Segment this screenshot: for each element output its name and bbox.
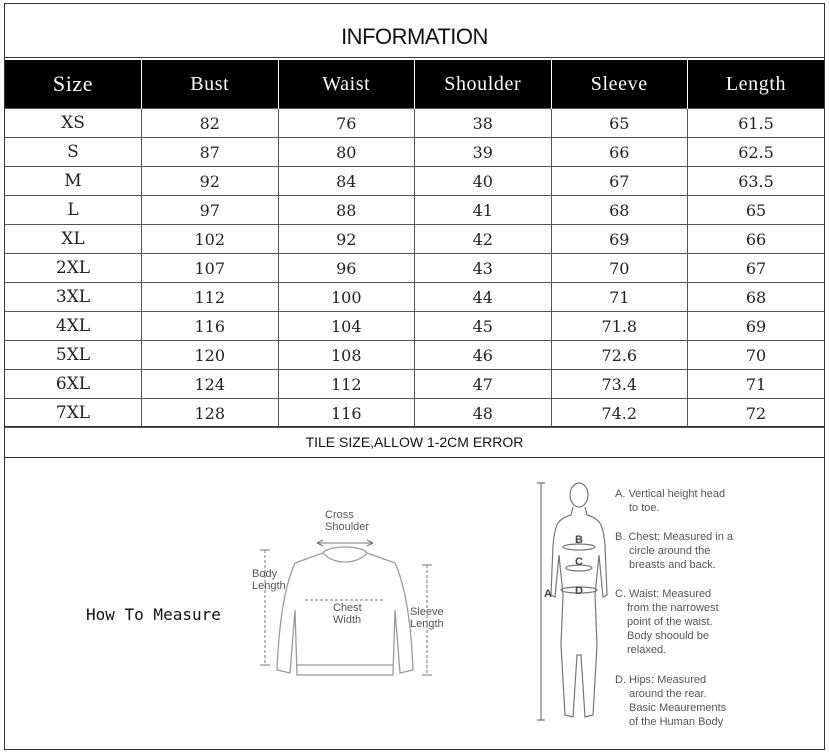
note-d-4: of the Human Body [629, 716, 724, 728]
table-row [5, 254, 824, 283]
table-cell: 65 [688, 196, 825, 225]
note-b-3: breasts and back. [629, 559, 716, 571]
table-cell: 48 [415, 399, 552, 428]
table-cell: 70 [551, 254, 688, 283]
note-d-1: D. Hips: Measured [615, 674, 707, 686]
table-cell: 63.5 [688, 167, 825, 196]
note-b-2: circle around the [629, 545, 711, 557]
table-cell: 44 [415, 283, 552, 312]
note-c-3: point of the waist. [627, 616, 713, 628]
table-row [5, 225, 824, 254]
table-cell: 116 [142, 312, 279, 341]
header-sleeve: Sleeve [551, 60, 688, 109]
table-header-row [5, 60, 824, 109]
garment-diagram [245, 505, 445, 685]
table-cell: L [5, 196, 142, 225]
table-cell: 112 [278, 370, 415, 399]
head-shape [570, 483, 588, 507]
sleeve-label-2: Length [410, 618, 444, 630]
note-a-1: A. Vertical height head [615, 488, 726, 500]
note-c-5: relaxed. [627, 644, 667, 656]
table-cell: 72.6 [551, 341, 688, 370]
sweater-collar [323, 553, 367, 562]
table-cell: 72 [688, 399, 825, 428]
note-b-1: B. Chest: Measured in a [615, 531, 734, 543]
body-diagram [535, 475, 745, 740]
table-cell: 38 [415, 109, 552, 138]
table-cell: 97 [142, 196, 279, 225]
table-cell: 124 [142, 370, 279, 399]
letter-a: A [544, 588, 552, 600]
table-cell: 100 [278, 283, 415, 312]
table-cell: 112 [142, 283, 279, 312]
note-d-2: around the rear. [629, 688, 707, 700]
letter-d: D [575, 585, 583, 597]
table-cell: 40 [415, 167, 552, 196]
table-cell: 68 [688, 283, 825, 312]
cross-label-2: Shoulder [325, 521, 370, 533]
table-cell: 76 [278, 109, 415, 138]
table-row [5, 341, 824, 370]
table-cell: 96 [278, 254, 415, 283]
table-cell: 41 [415, 196, 552, 225]
title-bar [5, 4, 824, 58]
table-cell: XL [5, 225, 142, 254]
table-cell: 66 [551, 138, 688, 167]
table-cell: 46 [415, 341, 552, 370]
letter-c: C [575, 556, 583, 568]
note-c-4: Body shoould be [627, 630, 709, 642]
table-cell: 6XL [5, 370, 142, 399]
table-cell: 71 [551, 283, 688, 312]
chest-label-1: Chest [333, 602, 362, 614]
sleeve-label-1: Sleeve [410, 606, 444, 618]
header-shoulder: Shoulder [415, 60, 552, 109]
table-cell: 39 [415, 138, 552, 167]
table-row [5, 138, 824, 167]
table-cell: 7XL [5, 399, 142, 428]
table-row [5, 167, 824, 196]
note-c-1: C. Waist: Measured [615, 588, 712, 600]
table-cell: 92 [278, 225, 415, 254]
table-cell: 4XL [5, 312, 142, 341]
table-cell: 74.2 [551, 399, 688, 428]
table-cell: 92 [142, 167, 279, 196]
cross-label-1: Cross [325, 509, 354, 521]
note-a-2: to toe. [629, 502, 660, 514]
table-cell: 62.5 [688, 138, 825, 167]
chest-label-2: Width [333, 614, 362, 626]
table-cell: 61.5 [688, 109, 825, 138]
body-label-1: Body [252, 568, 278, 580]
header-size: Size [5, 60, 142, 109]
table-cell: 116 [278, 399, 415, 428]
size-note: TILE SIZE,ALLOW 1-2CM ERROR [305, 434, 524, 450]
table-cell: 84 [278, 167, 415, 196]
table-cell: 67 [688, 254, 825, 283]
table-cell: 68 [551, 196, 688, 225]
table-cell: 82 [142, 109, 279, 138]
header-bust: Bust [142, 60, 279, 109]
page-title: INFORMATION [341, 24, 488, 49]
table-cell: 2XL [5, 254, 142, 283]
table-row [5, 399, 824, 428]
table-cell: 71.8 [551, 312, 688, 341]
table-cell: 128 [142, 399, 279, 428]
header-length: Length [688, 60, 825, 109]
table-cell: 102 [142, 225, 279, 254]
table-cell: M [5, 167, 142, 196]
table-cell: 108 [278, 341, 415, 370]
table-cell: XS [5, 109, 142, 138]
note-d-3: Basic Meaurements [629, 702, 727, 714]
how-to-measure-label: How To Measure [86, 605, 221, 624]
table-cell: 66 [688, 225, 825, 254]
table-cell: 5XL [5, 341, 142, 370]
table-cell: 42 [415, 225, 552, 254]
table-cell: 43 [415, 254, 552, 283]
table-cell: 3XL [5, 283, 142, 312]
table-cell: 104 [278, 312, 415, 341]
size-table [5, 60, 824, 428]
letter-b: B [575, 534, 583, 546]
table-cell: 70 [688, 341, 825, 370]
table-cell: 87 [142, 138, 279, 167]
table-row [5, 196, 824, 225]
table-cell: 67 [551, 167, 688, 196]
body-label-2: Length [252, 580, 286, 592]
table-cell: 69 [688, 312, 825, 341]
table-cell: 120 [142, 341, 279, 370]
table-cell: 71 [688, 370, 825, 399]
table-row [5, 109, 824, 138]
table-cell: 69 [551, 225, 688, 254]
header-waist: Waist [278, 60, 415, 109]
table-cell: 107 [142, 254, 279, 283]
table-cell: S [5, 138, 142, 167]
table-row [5, 370, 824, 399]
table-cell: 80 [278, 138, 415, 167]
table-cell: 47 [415, 370, 552, 399]
table-body [5, 109, 824, 428]
table-row [5, 312, 824, 341]
note-c-2: from the narrowest [627, 602, 719, 614]
table-cell: 88 [278, 196, 415, 225]
table-row [5, 283, 824, 312]
table-cell: 45 [415, 312, 552, 341]
note-row [5, 426, 824, 458]
table-cell: 73.4 [551, 370, 688, 399]
table-cell: 65 [551, 109, 688, 138]
